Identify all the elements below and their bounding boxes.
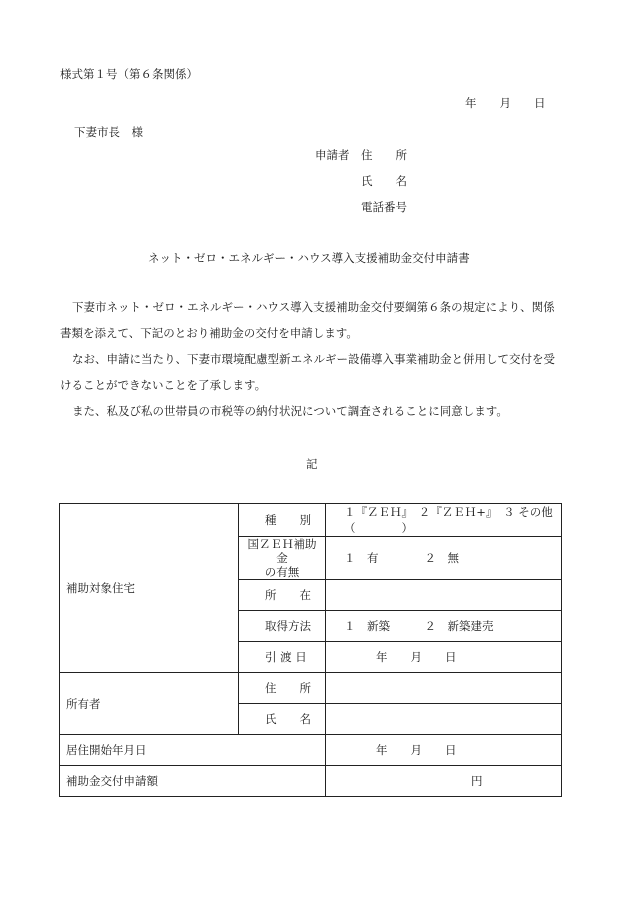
national-zeh-value[interactable]: １ 有 ２ 無 <box>326 537 562 580</box>
application-table <box>59 503 562 797</box>
residence-start-label: 居住開始年月日 <box>60 735 326 766</box>
body-p3-line1: また、私及び私の世帯員の市税等の納付状況について調査されることに同意します。 <box>72 404 508 418</box>
national-zeh-label-line1: 国ＺＥＨ補助金 <box>247 537 317 565</box>
table-row <box>60 735 562 766</box>
residence-start-value[interactable]: 年 月 日 <box>326 735 562 766</box>
location-label: 所 在 <box>239 580 326 611</box>
document-title: ネット・ゼロ・エネルギー・ハウス導入支援補助金交付申請書 <box>148 251 470 265</box>
applicant-label: 申請者 <box>315 148 350 162</box>
housing-label: 補助対象住宅 <box>60 504 239 673</box>
delivery-label: 引 渡 日 <box>239 642 326 673</box>
date-line: 年 月 日 <box>465 96 546 110</box>
subsidy-amount-label: 補助金交付申請額 <box>60 766 326 797</box>
national-zeh-label-line2: の有無 <box>264 565 300 579</box>
body-p1-line2: 書類を添えて、下記のとおり補助金の交付を申請します。 <box>60 326 358 340</box>
ki-marker: 記 <box>306 457 318 471</box>
form-number: 様式第１号（第６条関係） <box>60 67 198 81</box>
applicant-phone-label: 電話番号 <box>361 200 407 214</box>
delivery-value[interactable]: 年 月 日 <box>326 642 562 673</box>
addressee: 下妻市長 様 <box>74 125 143 139</box>
owner-name-value[interactable] <box>326 704 562 735</box>
owner-address-value[interactable] <box>326 673 562 704</box>
acquisition-value[interactable]: １ 新築 ２ 新築建売 <box>326 611 562 642</box>
owner-label: 所有者 <box>60 673 239 735</box>
applicant-address-label: 住 所 <box>361 148 407 162</box>
national-zeh-label <box>239 537 326 580</box>
body-p2-line1: なお、申請に当たり、下妻市環境配慮型新エネルギー設備導入事業補助金と併用して交付を受 <box>72 352 555 366</box>
applicant-name-label: 氏 名 <box>361 174 407 188</box>
type-value[interactable]: １『ＺＥＨ』 ２『ＺＥＨ+』 ３ その他（ ） <box>326 504 562 537</box>
owner-address-label: 住 所 <box>239 673 326 704</box>
type-label: 種 別 <box>239 504 326 537</box>
owner-name-label: 氏 名 <box>239 704 326 735</box>
body-p1-line1: 下妻市ネット・ゼロ・エネルギー・ハウス導入支援補助金交付要綱第６条の規定により、関係 <box>72 300 555 314</box>
table-row <box>60 673 562 704</box>
table-row <box>60 504 562 537</box>
body-p2-line2: けることができないことを了承します。 <box>60 378 267 392</box>
body-text <box>60 294 565 424</box>
subsidy-amount-value[interactable]: 円 <box>326 766 562 797</box>
acquisition-label: 取得方法 <box>239 611 326 642</box>
table-row <box>60 766 562 797</box>
location-value[interactable] <box>326 580 562 611</box>
